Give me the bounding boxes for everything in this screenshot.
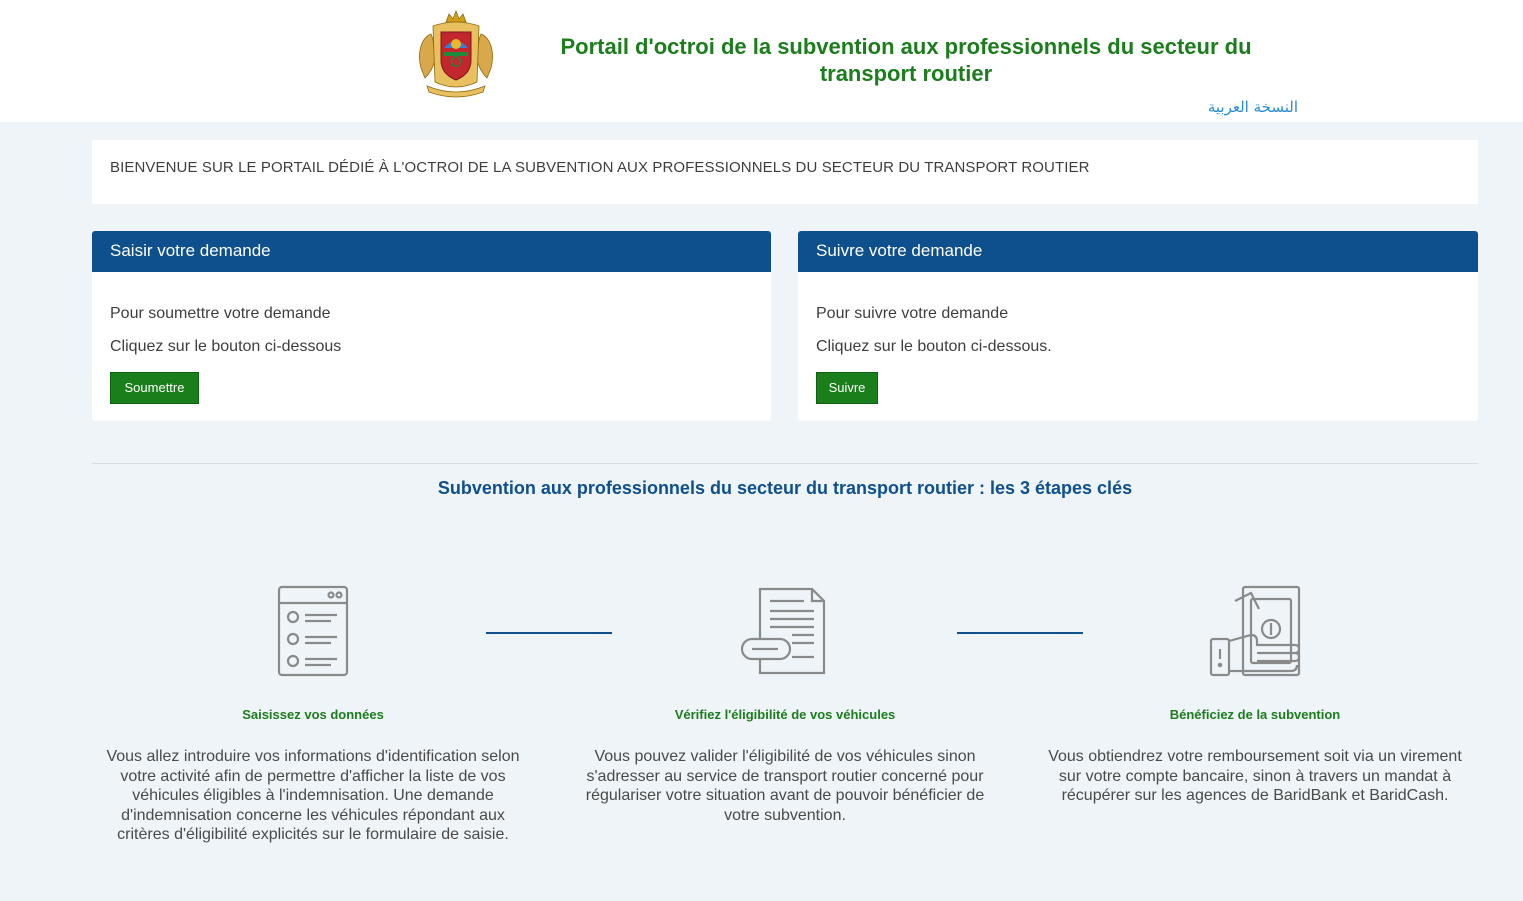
royal-emblem-icon bbox=[413, 8, 499, 98]
form-list-icon bbox=[265, 585, 361, 681]
document-check-icon bbox=[738, 585, 834, 681]
section-divider bbox=[92, 463, 1478, 464]
arabic-version-link[interactable]: النسخة العربية bbox=[1207, 98, 1298, 116]
track-button[interactable]: Suivre bbox=[816, 372, 878, 404]
portal-title: Portail d'octroi de la subvention aux professionnels du secteur du transport routier bbox=[560, 34, 1252, 86]
step-title: Saisissez vos données bbox=[242, 707, 384, 722]
card-title: Saisir votre demande bbox=[92, 231, 771, 272]
step-connector bbox=[486, 632, 612, 634]
card-instruction: Cliquez sur le bouton ci-dessous. bbox=[816, 338, 1052, 355]
card-instruction: Pour soumettre votre demande bbox=[110, 305, 331, 322]
header bbox=[0, 0, 1523, 122]
step-title: Vérifiez l'éligibilité de vos véhicules bbox=[674, 707, 896, 722]
welcome-banner: BIENVENUE SUR LE PORTAIL DÉDIÉ À L'OCTROI DE LA SUBVENTION AUX PROFESSIONNELS DU SECTEUR DU TRANSPORT ROUTIER bbox=[92, 140, 1478, 204]
card-title: Suivre votre demande bbox=[798, 231, 1478, 272]
step-description: Vous pouvez valider l'éligibilité de vos véhicules sinon s'adresser au service de transport routier concerné pour régulariser votre situation avant de pouvoir bénéficier de votre subvention. bbox=[585, 748, 985, 824]
submit-button[interactable]: Soumettre bbox=[110, 372, 199, 404]
steps-section-title: Subvention aux professionnels du secteur du transport routier : les 3 étapes clés bbox=[437, 478, 1133, 498]
step-connector bbox=[957, 632, 1083, 634]
track-request-card bbox=[798, 231, 1478, 421]
step-description: Vous obtiendrez votre remboursement soit via un virement sur votre compte bancaire, sinon à travers un mandat à récupérer sur les agences de BaridBank et BaridCash. bbox=[1048, 748, 1462, 804]
step-title: Bénéficiez de la subvention bbox=[1169, 707, 1341, 722]
step-description: Vous allez introduire vos informations d'identification selon votre activité afin de permettre d'afficher la liste de vos véhicules éligibles à l'indemnisation. Une demande d'indemnisation concerne les véhicules répondant aux critères d'éligibilité explicités sur le formulaire de saisie. bbox=[106, 748, 520, 843]
money-hand-icon bbox=[1207, 585, 1303, 681]
submit-request-card bbox=[92, 231, 771, 421]
card-instruction: Cliquez sur le bouton ci-dessous bbox=[110, 338, 342, 355]
card-instruction: Pour suivre votre demande bbox=[816, 305, 1009, 322]
